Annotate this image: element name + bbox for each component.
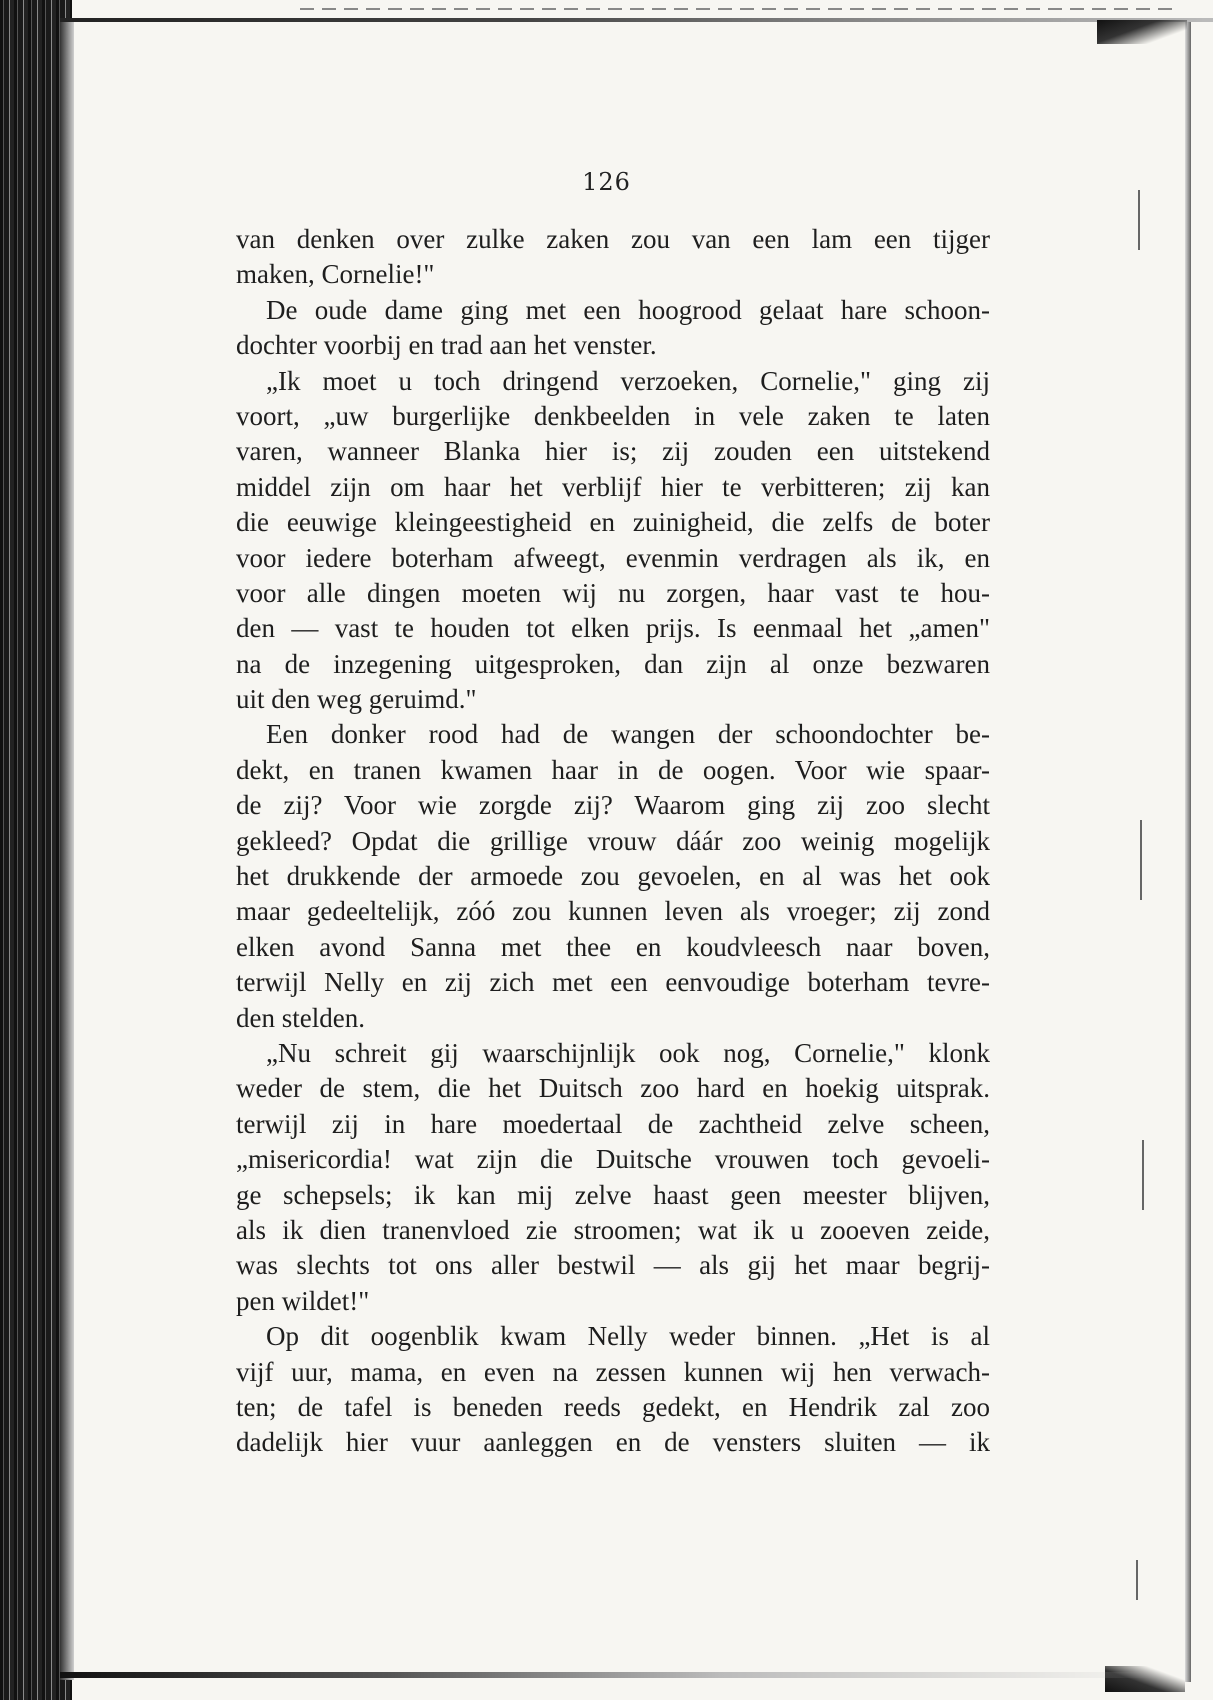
text-line: „Nu schreit gij waarschijnlijk ook nog, Cornelie," klonk <box>266 1037 990 1068</box>
text-line: het drukkende der armoede zou gevoelen, en al was het ook <box>236 861 990 892</box>
text-line: vijf uur, mama, en even na zessen kunnen wij hen verwach- <box>236 1356 990 1387</box>
text-line: dochter voorbij en trad aan het venster. <box>236 330 657 361</box>
text-line: die eeuwige kleingeestigheid en zuinigheid, die zelfs de boter <box>236 507 990 538</box>
text-line: voor alle dingen moeten wij nu zorgen, haar vast te hou- <box>236 577 990 608</box>
right-page-edge <box>1185 22 1191 1682</box>
scan-speck <box>1140 820 1142 900</box>
bottom-right-page-curl <box>1105 1666 1185 1692</box>
text-line: „misericordia! wat zijn die Duitsche vrouwen toch gevoeli- <box>236 1144 990 1175</box>
text-line: den stelden. <box>236 1002 365 1033</box>
top-scan-edge <box>60 18 1213 22</box>
scan-speck <box>1142 1140 1144 1210</box>
text-line: als ik dien tranenvloed zie stroomen; wat ik u zooeven zeide, <box>236 1214 990 1245</box>
text-line: dadelijk hier vuur aanleggen en de vensters sluiten — ik <box>236 1427 990 1458</box>
top-right-page-curl <box>1097 20 1187 44</box>
text-line: voort, „uw burgerlijke denkbeelden in vele zaken te laten <box>236 400 990 431</box>
text-line: maar gedeeltelijk, zóó zou kunnen leven als vroeger; zij zond <box>236 896 990 927</box>
text-line: elken avond Sanna met thee en koudvleesch naar boven, <box>236 931 990 962</box>
top-scan-dashes <box>300 8 1180 10</box>
text-line: middel zijn om haar het verblijf hier te verbitteren; zij kan <box>236 471 990 502</box>
text-line: voor iedere boterham afweegt, evenmin verdragen als ik, en <box>236 542 990 573</box>
body-text <box>236 222 990 1461</box>
text-line: pen wildet!" <box>236 1285 370 1316</box>
text-line: ge schepsels; ik kan mij zelve haast geen meester blijven, <box>236 1179 990 1210</box>
bottom-scan-edge <box>60 1672 1160 1678</box>
text-line: terwijl zij in hare moedertaal de zachtheid zelve scheen, <box>236 1108 990 1139</box>
text-line: weder de stem, die het Duitsch zoo hard en hoekig uitsprak. <box>236 1073 990 1104</box>
scan-speck <box>1136 1560 1138 1600</box>
text-line: na de inzegening uitgesproken, dan zijn al onze bezwaren <box>236 648 990 679</box>
text-line: De oude dame ging met een hoogrood gelaat hare schoon- <box>266 294 990 325</box>
text-line: was slechts tot ons aller bestwil — als gij het maar begrij- <box>236 1250 990 1281</box>
text-line: ten; de tafel is beneden reeds gedekt, en Hendrik zal zoo <box>236 1391 990 1422</box>
text-line: varen, wanneer Blanka hier is; zij zouden een uitstekend <box>236 436 990 467</box>
text-line: Op dit oogenblik kwam Nelly weder binnen. „Het is al <box>266 1321 990 1352</box>
text-line: Een donker rood had de wangen der schoondochter be- <box>266 719 990 750</box>
text-line: maken, Cornelie!" <box>236 259 435 290</box>
text-line: „Ik moet u toch dringend verzoeken, Cornelie," ging zij <box>266 365 990 396</box>
text-line: van denken over zulke zaken zou van een lam een tijger <box>236 224 990 254</box>
text-line: dekt, en tranen kwamen haar in de oogen. Voor wie spaar- <box>236 754 990 785</box>
scan-speck <box>1138 190 1140 250</box>
text-line: terwijl Nelly en zij zich met een eenvoudige boterham tevre- <box>236 967 990 998</box>
text-line: uit den weg geruimd." <box>236 684 477 715</box>
text-line: de zij? Voor wie zorgde zij? Waarom ging zij zoo slecht <box>236 790 990 821</box>
text-line: den — vast te houden tot elken prijs. Is eenmaal het „amen" <box>236 613 990 644</box>
page-number: 126 <box>582 168 631 196</box>
binding-shadow <box>60 20 74 1680</box>
text-line: gekleed? Opdat die grillige vrouw dáár zoo weinig mogelijk <box>236 825 990 856</box>
